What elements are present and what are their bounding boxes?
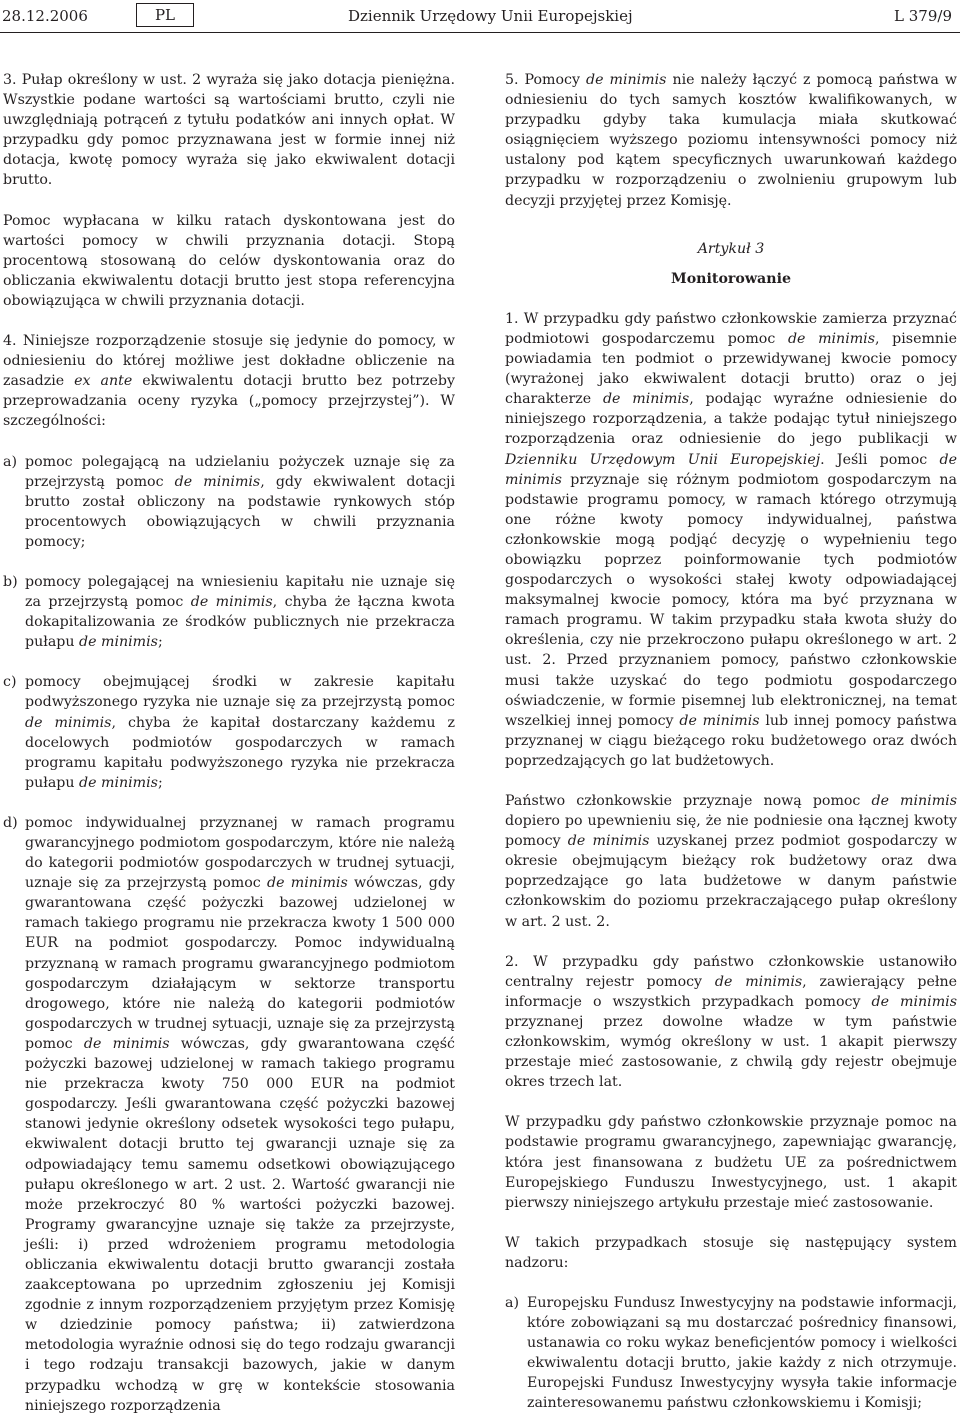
article-3-paragraph-2-third: W takich przypadkach stosuje się następujący system nadzoru: [505, 1234, 957, 1271]
text-segment: nie należy łączyć z pomocą państwa w odniesieniu do tych samych kosztów kwalifikowanych, w przypadku gdyby taka kumulacja miała skutkować osiągnięciem wyższego poziomu intensywności pomocy niż ustalony pod kątem specyficznych uwarunkowań każdego przypadku w rozporządzeniu o zwolnieniu grupowym lub decyzji przyjętej przez Komisję. [505, 72, 957, 209]
list-item-text [25, 572, 455, 652]
page-reference: L 379/9 [894, 7, 952, 25]
text-segment: , pisemnie powiadamia ten podmiot o przewidywanej kwocie pomocy (wyrażonej jako ekwiwalent dotacji brutto) oraz o jej charakterze [505, 330, 957, 408]
text-segment: Państwo członkowskie przyznaje nową pomoc [505, 793, 872, 809]
italic-term: de minimis [586, 72, 667, 88]
italic-term: de minimis [871, 993, 957, 1010]
italic-term: de minimis [267, 875, 348, 892]
list-item-text: Europejsku Fundusz Inwestycyjny na podstawie informacji, które zobowiązani są mu dostarczać pośrednicy finansowi, ustanawia co roku wykaz beneficjentów pomocy i wielkości ekwiwalentu dotacji brutto, jakie każdy z nich otrzymuje. Europejski Fundusz Inwestycyjny wysyła takie informacje zainteresowanemu państwu członkowskiemu i Komisji; [527, 1294, 957, 1412]
italic-term: de minimis [787, 330, 876, 347]
journal-name-italic: Dzienniku Urzędowym Unii Europejskiej [505, 451, 821, 468]
italic-term: de minimis [79, 634, 158, 651]
italic-term: de minimis [567, 833, 650, 850]
list-item-text [25, 672, 455, 793]
right-column [505, 70, 957, 1414]
text-segment: , podając wyraźne odniesienie do niniejszego rozporządzenia, a także podając tytuł niniejszego rozporządzenia oraz odniesienie do jego publikacji w [505, 391, 958, 448]
left-column [3, 70, 455, 1416]
paragraph-3-discounting: Pomoc wypłacana w kilku ratach dyskontowana jest do wartości pomocy w chwili przyznania dotacji. Stopą procentową stosowaną do celów dyskontowania oraz do obliczania ekwiwalentu dotacji brutto jest stopa referencyjna obowiązująca w chwili przyznania dotacji. [3, 212, 455, 309]
list-item-label: d) [3, 814, 18, 831]
publication-date: 28.12.2006 [2, 7, 88, 25]
italic-term: de minimis [83, 1035, 170, 1052]
text-segment: ekwiwalentu dotacji brutto bez potrzeby przeprowadzania oceny ryzyka („pomocy przejrzystej”). W szczególności: [3, 373, 455, 430]
text-segment: przyznaje się różnym podmiotom gospodarczym na podstawie programu pomocy, w ramach którego otrzymują one różne kwoty pomocy indywidualnej, państwa członkowskie mogą podjąć decyzję o wypełnieniu tego obowiązku poprzez poinformowanie tych podmiotów gospodarczych o wysokości stałej kwoty odpowiadającej maksymalnej kwocie pomocy, która ma być przyznana w ramach programu. W takim przypadku stała kwota służy do określenia, czy nie przekroczono pułapu określonego w art. 2 ust. 2. Przed przyznaniem pomocy, państwo członkowskie musi także uzyskać do tego podmiotu gospodarczego oświadczenie, w formie pisemnej lub elektronicznej, na temat wszelkiej innej pomocy [505, 471, 957, 729]
text-segment: wówczas, gdy gwarantowana część pożyczki bazowej udzielonej w ramach takiego programu nie przekracza kwoty 1 500 000 EUR na podmiot gospodarczy. Pomoc indywidualną przyznaną w ramach programu gwarancyjnego podmiotom gospodarczym działającym w sektorze transportu drogowego, które nie należą do kategorii podmiotów gospodarczych w trudnej sytuacji, uznaje się za przejrzystą pomoc [25, 875, 455, 1052]
italic-term: ex ante [74, 373, 133, 390]
italic-term: de minimis [505, 451, 957, 488]
text-segment: 5. Pomocy [505, 72, 587, 88]
italic-term: de minimis [25, 714, 112, 731]
italic-term: de minimis [79, 774, 158, 791]
list-item-label: c) [3, 674, 17, 691]
article-label: Artykuł 3 [697, 240, 765, 257]
italic-term: de minimis [679, 712, 760, 729]
text-segment: pomocy polegającej na wniesieniu kapitału nie uznaje się za przejrzystą pomoc [25, 573, 455, 611]
text-segment: . Jeśli pomoc [820, 451, 940, 468]
monitoring-item-a [505, 1293, 957, 1414]
article-title: Monitorowanie [671, 270, 791, 287]
text-segment: przyznanej przez dowolne władze w tym państwie członkowskim, wymóg określony w ust. 1 akapit pierwszy przestaje mieć zastosowanie, z chwilą gdy rejestr obejmuje okres trzech lat. [505, 1013, 957, 1091]
italic-term: de minimis [714, 973, 803, 990]
text-segment: 2. W przypadku gdy państwo członkowskie ustanowiło centralny rejestr pomocy [505, 953, 957, 990]
paragraph-5 [505, 70, 957, 211]
text-segment: pomoc indywidualnej przyznanej w ramach programu gwarancyjnego podmiotom gospodarczym, które nie należą do kategorii podmiotów gospodarczych w trudnej sytuacji, uznaje się za przejrzystą pomoc [25, 814, 455, 892]
page-header [0, 0, 960, 32]
list-item-c [3, 672, 455, 793]
italic-term: de minimis [602, 391, 690, 408]
list-item-d [3, 813, 455, 1416]
text-segment: , chyba że łączna kwota dokapitalizowania ze środków publicznych nie przekracza pułapu [25, 594, 456, 651]
text-segment: uzyskanej przez podmiot gospodarczy w okresie obejmującym bieżący rok budżetowy oraz dwa poprzedzające go lata budżetowe w danym państwie członkowskim do poziomu przekraczającego pułap określony w art. 2 ust. 2. [505, 833, 957, 930]
text-segment: pomocy obejmującej środki w zakresie kapitału podwyższonego ryzyka nie uznaje się za przejrzystą pomoc [25, 674, 455, 711]
text-segment: ; [157, 774, 163, 791]
article-3-paragraph-1-second [505, 791, 957, 932]
list-item-label: a) [3, 453, 17, 470]
text-segment: , gdy ekwiwalent dotacji brutto został obliczony na podstawie rynkowych stóp procentowych obowiązujących w chwili przyznania pomocy; [25, 473, 455, 550]
italic-term: de minimis [190, 594, 273, 611]
paragraph-4 [3, 331, 455, 431]
list-item-text [25, 813, 455, 1416]
italic-term: de minimis [871, 793, 957, 809]
text-segment: 1. W przypadku gdy państwo członkowskie zamierza przyznać podmiotowi gospodarczemu pomoc [505, 310, 957, 347]
list-item-label: a) [505, 1294, 519, 1311]
list-item-text [25, 452, 455, 552]
paragraph-3: 3. Pułap określony w ust. 2 wyraża się jako dotacja pieniężna. Wszystkie podane wartości są wartościami brutto, czyli nie uwzględniają potrąceń z tytułu podatków ani innych opłat. W przypadku gdy pomoc przyznawana jest w formie innej niż dotacja, kwotę pomocy wyraża się jako ekwiwalent dotacji brutto. [3, 72, 455, 189]
article-3-paragraph-2 [505, 952, 957, 1093]
text-segment: dopiero po upewnieniu się, że nie podniesie ona łącznej kwoty pomocy [505, 813, 957, 850]
article-3-paragraph-1 [505, 309, 957, 771]
italic-term: de minimis [174, 473, 261, 490]
text-segment: 4. Niniejsze rozporządzenie stosuje się jedynie do pomocy, w odniesieniu do której możliwe jest dokładne obliczenie na zasadzie [3, 333, 455, 390]
text-segment: , chyba że kapitał dostarczany każdemu z docelowych podmiotów gospodarczych w ramach programu kapitału podwyższonego ryzyka nie przekracza pułapu [25, 714, 455, 791]
article-3-paragraph-2-second: W przypadku gdy państwo członkowskie przyznaje pomoc na podstawie programu gwarancyjnego, zapewniając gwarancję, która jest finansowana z budżetu UE za pośrednictwem Europejskiego Funduszu Inwestycyjnego, ust. 1 akapit pierwszy niniejszego artykułu przestaje mieć zastosowanie. [505, 1114, 957, 1211]
text-segment: ; [157, 634, 163, 651]
list-item-label: b) [3, 573, 18, 590]
journal-title: Dziennik Urzędowy Unii Europejskiej [348, 7, 633, 25]
language-badge: PL [136, 3, 194, 27]
list-item-a [3, 452, 455, 552]
text-segment: wówczas, gdy gwarantowana część pożyczki bazowej udzielonej w ramach takiego programu nie przekracza kwoty 750 000 EUR na podmiot gospodarczy. Jeśli gwarantowana część pożyczki bazowej stanowi jedynie określony odsetek wysokości tego pułapu, ekwiwalent dotacji brutto tej gwarancji uznaje się za odpowiadający temu samemu odsetkowi obowiązującego pułapu określonego w art. 2 ust. 2. Wartość gwarancji nie może przekroczyć 80 % wartości pożyczki bazowej. Programy gwarancyjne uznaje się także za przejrzyste, jeśli: i) przed wdrożeniem programu metodologia obliczania ekwiwalentu dotacji brutto gwarancji została zaakceptowana po uprzednim zgłoszeniu jej Komisji zgodnie z innym rozporządzeniem przyjętym przez Komisję w dziedzinie pomocy państwa; ii) zatwierdzona metodologia wyraźnie odnosi się do tego rodzaju gwarancji i tego rodzaju transakcji bazowych, jakie w danym przypadku wchodzą w grę w kontekście stosowania niniejszego rozporządzenia [25, 1035, 456, 1414]
text-segment: pomoc polegającą na udzielaniu pożyczek uznaje się za przejrzystą pomoc [25, 453, 455, 490]
list-item-b [3, 572, 455, 652]
text-segment: , zawierający pełne informacje o wszystkich przypadkach pomocy [505, 973, 957, 1010]
header-rule [0, 32, 960, 33]
text-segment: lub innej pomocy państwa przyznanej w ciągu bieżącego roku budżetowego oraz dwóch poprzedzających go lat budżetowych. [505, 712, 957, 769]
